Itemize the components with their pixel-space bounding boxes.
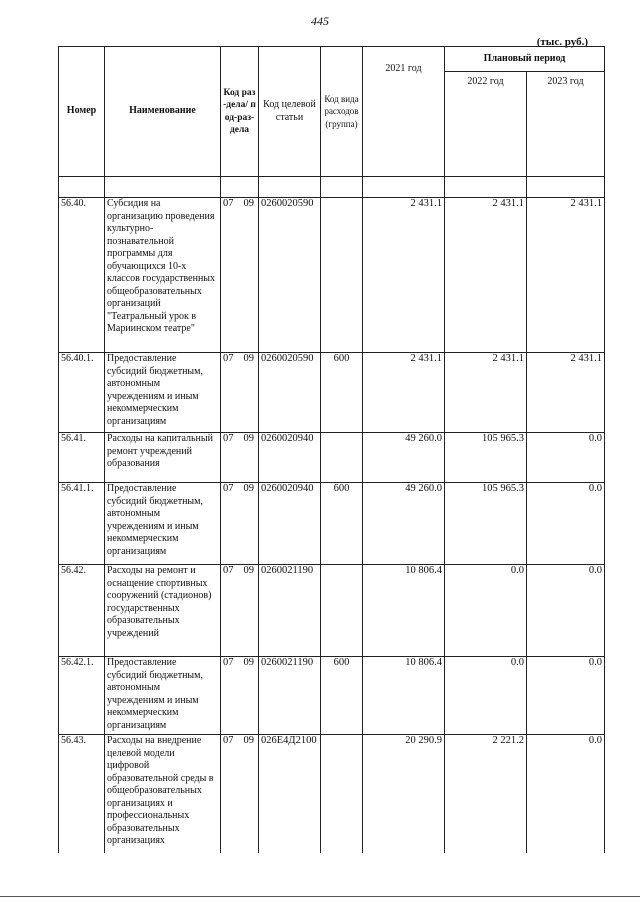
row-subsection-code: 09	[243, 433, 254, 444]
row-value-2021: 10 806.4	[363, 565, 445, 657]
row-section	[221, 433, 259, 483]
row-name: Расходы на ремонт и оснащение спортивных сооружений (стадионов) государственных образовательных учреждений	[105, 565, 221, 657]
row-value-2023: 2 431.1	[527, 198, 605, 353]
table-row	[59, 353, 605, 433]
row-value-2021: 2 431.1	[363, 198, 445, 353]
header-number: Номер	[59, 47, 105, 177]
row-expense-code	[321, 433, 363, 483]
row-number: 56.42.1.	[59, 657, 105, 735]
row-name: Расходы на внедрение целевой модели цифровой образовательной среды в общеобразовательных организациях и профессиональных образовательных организациях	[105, 735, 221, 853]
row-value-2021: 10 806.4	[363, 657, 445, 735]
row-name: Предоставление субсидий бюджетным, автономным учреждениям и иным некоммерческим организациям	[105, 657, 221, 735]
row-section-code: 07	[223, 565, 234, 576]
table-row	[59, 433, 605, 483]
row-value-2023: 2 431.1	[527, 353, 605, 433]
row-section	[221, 657, 259, 735]
table-row	[59, 657, 605, 735]
row-target-code: 0260020590	[259, 198, 321, 353]
table-row	[59, 735, 605, 853]
row-value-2021: 20 290.9	[363, 735, 445, 853]
row-number: 56.42.	[59, 565, 105, 657]
row-section-code: 07	[223, 353, 234, 364]
row-section	[221, 483, 259, 565]
header-2023: 2023 год	[527, 72, 605, 177]
row-value-2022: 2 221.2	[445, 735, 527, 853]
row-value-2023: 0.0	[527, 433, 605, 483]
row-target-code: 0260020940	[259, 483, 321, 565]
row-expense-code: 600	[321, 353, 363, 433]
table-body	[59, 198, 605, 853]
page-number: 445	[311, 14, 329, 28]
row-subsection-code: 09	[243, 198, 254, 209]
row-subsection-code: 09	[243, 483, 254, 494]
bottom-rule	[0, 896, 640, 897]
row-value-2023: 0.0	[527, 565, 605, 657]
row-value-2023: 0.0	[527, 657, 605, 735]
table-row	[59, 483, 605, 565]
row-section-code: 07	[223, 657, 234, 668]
row-number: 56.43.	[59, 735, 105, 853]
row-subsection-code: 09	[243, 353, 254, 364]
header-section: Код раз-дела/ под-раз-дела	[221, 47, 259, 177]
row-target-code: 0260021190	[259, 657, 321, 735]
header-2021: 2021 год	[363, 47, 445, 177]
header-expense: Код вида расходов (группа)	[321, 47, 363, 177]
budget-table	[58, 46, 605, 853]
row-expense-code	[321, 735, 363, 853]
row-target-code: 0260020940	[259, 433, 321, 483]
table-row	[59, 198, 605, 353]
row-expense-code	[321, 198, 363, 353]
row-value-2022: 2 431.1	[445, 353, 527, 433]
row-target-code: 0260020590	[259, 353, 321, 433]
row-section	[221, 565, 259, 657]
row-subsection-code: 09	[243, 565, 254, 576]
row-section	[221, 198, 259, 353]
row-expense-code: 600	[321, 657, 363, 735]
row-value-2022: 105 965.3	[445, 483, 527, 565]
row-value-2023: 0.0	[527, 483, 605, 565]
units-label: (тыс. руб.)	[536, 36, 588, 48]
row-number: 56.40.	[59, 198, 105, 353]
row-section-code: 07	[223, 483, 234, 494]
row-name: Расходы на капитальный ремонт учреждений образования	[105, 433, 221, 483]
row-value-2022: 0.0	[445, 565, 527, 657]
header-target: Код целевой статьи	[259, 47, 321, 177]
row-expense-code: 600	[321, 483, 363, 565]
row-number: 56.41.	[59, 433, 105, 483]
header-name: Наименование	[105, 47, 221, 177]
row-number: 56.41.1.	[59, 483, 105, 565]
row-section	[221, 735, 259, 853]
row-value-2022: 105 965.3	[445, 433, 527, 483]
row-name: Предоставление субсидий бюджетным, автономным учреждениям и иным некоммерческим организациям	[105, 483, 221, 565]
row-number: 56.40.1.	[59, 353, 105, 433]
table-row	[59, 565, 605, 657]
row-value-2022: 0.0	[445, 657, 527, 735]
header-plan-period: Плановый период	[445, 47, 605, 72]
row-target-code: 026Е4Д2100	[259, 735, 321, 853]
row-section	[221, 353, 259, 433]
row-value-2021: 2 431.1	[363, 353, 445, 433]
row-section-code: 07	[223, 735, 234, 746]
row-name: Предоставление субсидий бюджетным, автономным учреждениям и иным некоммерческим организациям	[105, 353, 221, 433]
row-subsection-code: 09	[243, 735, 254, 746]
row-target-code: 0260021190	[259, 565, 321, 657]
header-2022: 2022 год	[445, 72, 527, 177]
row-section-code: 07	[223, 198, 234, 209]
row-subsection-code: 09	[243, 657, 254, 668]
row-section-code: 07	[223, 433, 234, 444]
row-expense-code	[321, 565, 363, 657]
row-value-2023: 0.0	[527, 735, 605, 853]
row-value-2021: 49 260.0	[363, 483, 445, 565]
row-value-2021: 49 260.0	[363, 433, 445, 483]
row-value-2022: 2 431.1	[445, 198, 527, 353]
row-name: Субсидия на организацию проведения культурно-познавательной программы для обучающихся 10-х классов государственных общеобразовательных организаций "Театральный урок в Мариинском театре"	[105, 198, 221, 353]
